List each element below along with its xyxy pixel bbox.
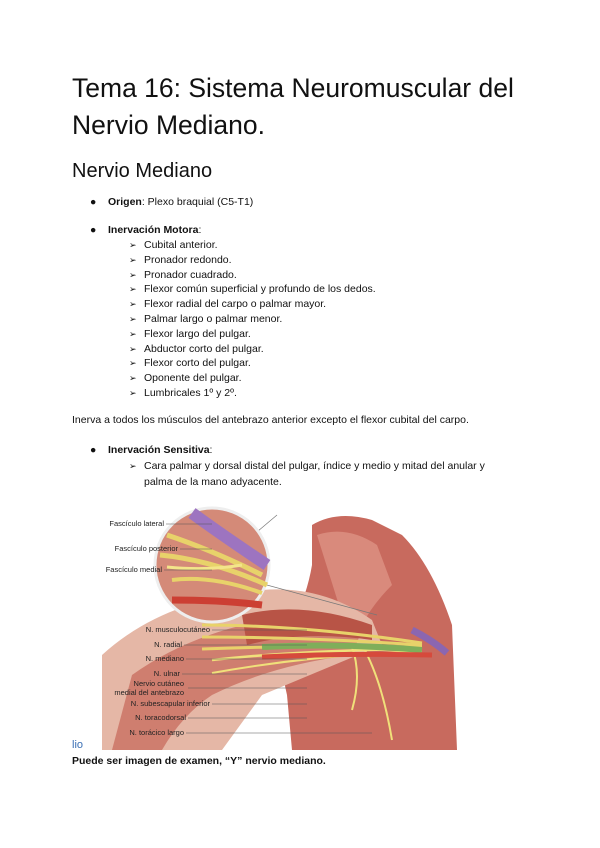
label-toracico: N. torácico largo — [129, 728, 184, 737]
paragraph: Inerva a todos los músculos del antebrazo anterior excepto el flexor cubital del carpo. — [72, 414, 469, 426]
arrow-icon: ➢ — [129, 240, 137, 250]
arrow-icon: ➢ — [129, 343, 137, 354]
sensitiva-suffix: : — [209, 444, 213, 456]
bullet-dot-icon: ● — [90, 224, 97, 236]
origen-label: Origen — [108, 196, 142, 208]
anatomy-illustration — [72, 505, 462, 750]
label-toracodorsal: N. toracodorsal — [135, 713, 186, 722]
label-cutaneo — [114, 679, 184, 697]
label-subescapular: N. subescapular inferior — [130, 699, 210, 708]
sensitiva-item-text: Cara palmar y dorsal distal del pulgar, índice y medio y mitad del anular y palma de la mano adyacente. — [144, 460, 485, 488]
arrow-icon: ➢ — [129, 328, 137, 339]
section-title: Nervio Mediano — [72, 160, 213, 182]
bullet-dot-icon: ● — [90, 444, 97, 456]
label-fasciculo-medial: Fascículo medial — [105, 565, 162, 574]
anatomy-figure — [72, 505, 462, 750]
arrow-icon: ➢ — [129, 461, 137, 471]
motora-item-text: Palmar largo o palmar menor. — [144, 313, 283, 325]
motora-item-text: Flexor largo del pulgar. — [144, 327, 251, 340]
label-mediano: N. mediano — [145, 654, 184, 663]
exam-note: Puede ser imagen de examen, “Y” nervio mediano. — [72, 755, 326, 767]
arrow-icon: ➢ — [129, 254, 137, 265]
motora-item-text: Flexor radial del carpo o palmar mayor. — [144, 298, 327, 311]
motora-item-text: Pronador cuadrado. — [144, 268, 237, 281]
arrow-icon: ➢ — [129, 373, 137, 384]
page-title: Tema 16: Sistema Neuromuscular del Nervio Mediano. — [72, 73, 514, 140]
motora-item-text: Oponente del pulgar. — [144, 372, 242, 385]
label-ulnar: N. ulnar — [153, 669, 180, 678]
motora-item-text: Cubital anterior. — [144, 239, 218, 251]
arrow-icon: ➢ — [129, 358, 137, 369]
motora-item-text: Pronador redondo. — [144, 253, 232, 266]
sensitiva-label: Inervación Sensitiva — [108, 444, 210, 456]
motora-item-text: Lumbricales 1º y 2º. — [144, 387, 237, 399]
label-musculocutaneo: N. musculocutáneo — [145, 625, 210, 634]
label-cutaneo-line1: Nervio cutáneo — [133, 679, 184, 688]
bullet-dot-icon: ● — [90, 196, 97, 208]
arrow-icon: ➢ — [129, 299, 137, 310]
arrow-icon: ➢ — [129, 388, 137, 398]
origen-text: : Plexo braquial (C5-T1) — [141, 196, 254, 208]
label-radial: N. radial — [154, 640, 182, 649]
motora-item-text: Flexor común superficial y profundo de los dedos. — [144, 283, 376, 296]
motora-suffix: : — [198, 224, 202, 236]
motora-item-text: Abductor corto del pulgar. — [144, 342, 264, 355]
label-fasciculo-lateral: Fascículo lateral — [109, 519, 164, 528]
motora-item-text: Flexor corto del pulgar. — [144, 357, 251, 370]
motora-label: Inervación Motora — [108, 224, 199, 236]
arrow-icon: ➢ — [129, 314, 137, 324]
arrow-icon: ➢ — [129, 284, 137, 295]
figure-caption-fragment: lio — [72, 739, 84, 751]
label-fasciculo-posterior: Fascículo posterior — [114, 544, 178, 553]
label-cutaneo-line2: medial del antebrazo — [114, 688, 184, 697]
arrow-icon: ➢ — [129, 269, 137, 280]
